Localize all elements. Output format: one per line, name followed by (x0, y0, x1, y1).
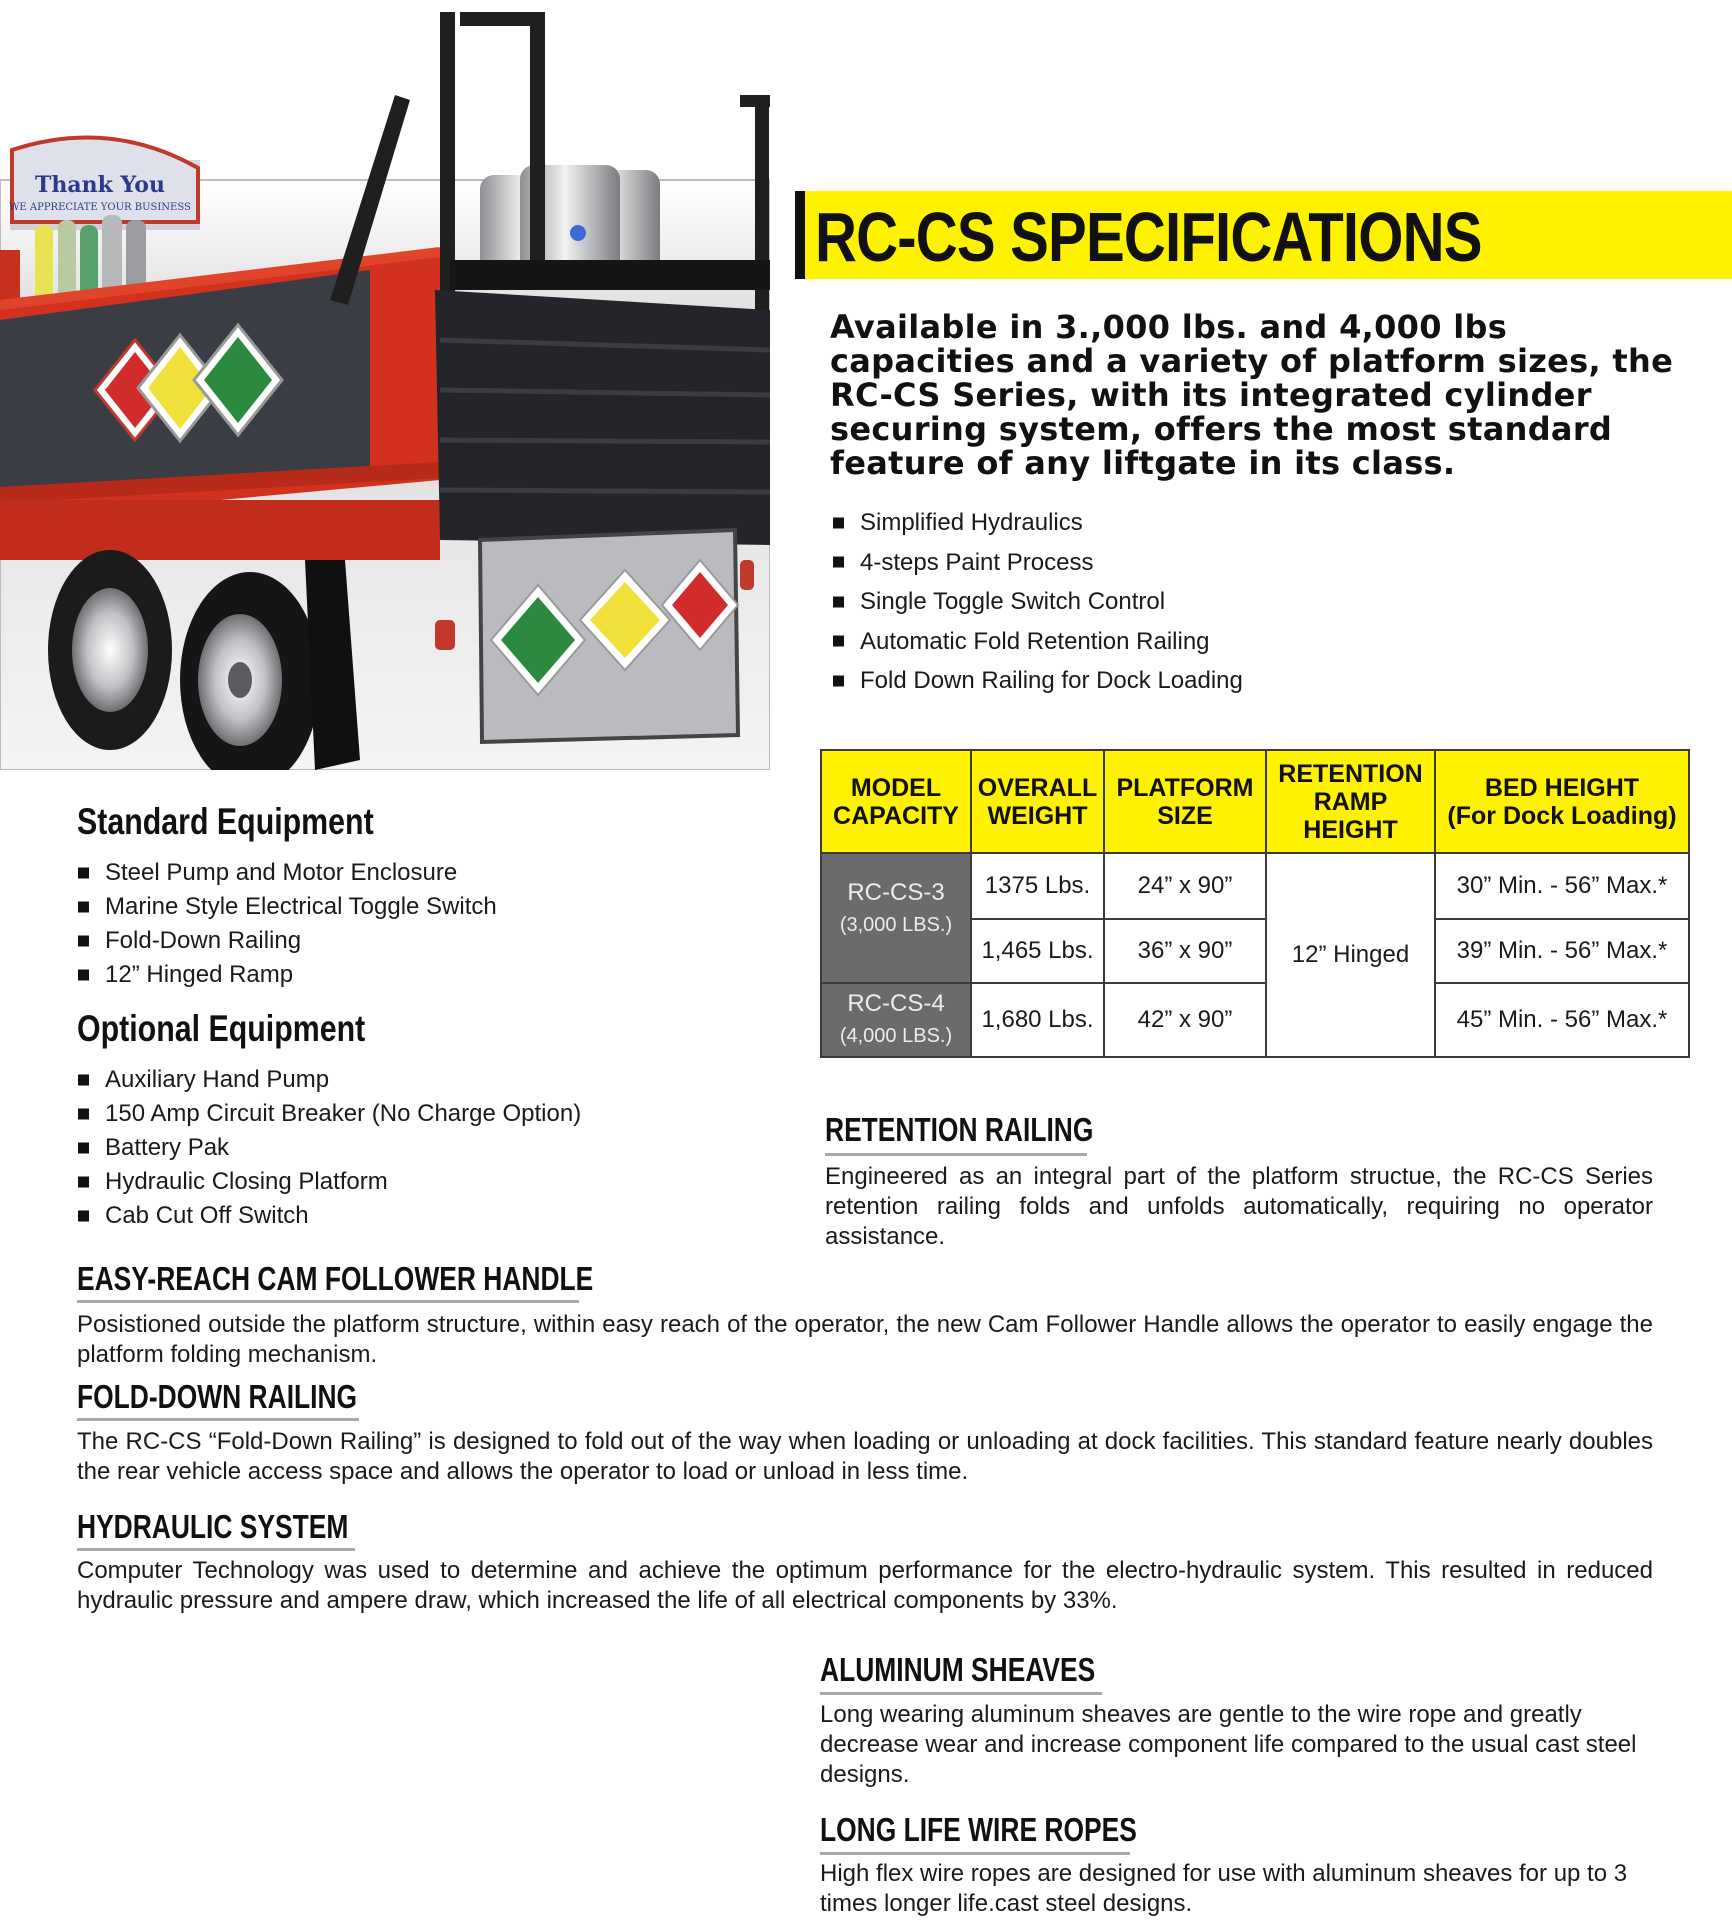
table-row (821, 853, 1689, 919)
sheaves-body: Long wearing aluminum sheaves are gentle to the wire rope and greatly decrease wear and increase component life compared to the usual cast steel designs. (820, 1701, 1637, 1788)
list-item: Automatic Fold Retention Railing (830, 622, 1243, 662)
size-cell: 24” x 90” (1104, 853, 1266, 919)
thank-you-sign (9, 138, 200, 230)
wire-ropes-body: High flex wire ropes are designed for use with aluminum sheaves for up to 3 times longer life.cast steel designs. (820, 1860, 1628, 1917)
spec-table (820, 749, 1690, 1058)
key-features-list (830, 503, 1243, 701)
optional-equipment-list (75, 1063, 581, 1233)
model-cell: RC-CS-4 (4,000 LBS.) (821, 983, 971, 1057)
title-underline (820, 1852, 1130, 1855)
list-item: Simplified Hydraulics (830, 503, 1243, 543)
page-title: RC-CS SPECIFICATIONS (815, 198, 1482, 276)
sign-line1: Thank You (35, 172, 165, 198)
truck-liftgate-photo (0, 0, 770, 770)
hydraulic-title: HYDRAULIC SYSTEM (77, 1508, 349, 1545)
title-underline (77, 1300, 579, 1303)
bed-height-cell: 45” Min. - 56” Max.* (1435, 983, 1689, 1057)
title-underline (77, 1418, 359, 1421)
intro-text: Available in 3.,000 lbs. and 4,000 lbs capacities and a variety of platform sizes, the RC-CS Series, with its integrated cylinder securing system, offers the most standard feature of any liftgate in its class. (830, 308, 1674, 482)
header-platform-size: PLATFORM SIZE (1104, 750, 1266, 853)
header-overall-weight: OVERALL WEIGHT (971, 750, 1104, 853)
list-item: 4-steps Paint Process (830, 543, 1243, 583)
list-item: Marine Style Electrical Toggle Switch (75, 890, 497, 924)
list-item: Battery Pak (75, 1131, 581, 1165)
list-item: Steel Pump and Motor Enclosure (75, 856, 497, 890)
table-row (821, 983, 1689, 1057)
header-retention-ramp-height: RETENTION RAMP HEIGHT (1266, 750, 1435, 853)
title-underline (825, 1153, 1087, 1156)
list-item: Single Toggle Switch Control (830, 582, 1243, 622)
header-bed-height: BED HEIGHT (For Dock Loading) (1435, 750, 1689, 853)
list-item: 150 Amp Circuit Breaker (No Charge Option) (75, 1097, 581, 1131)
weight-cell: 1375 Lbs. (971, 853, 1104, 919)
standard-equipment-list (75, 856, 497, 992)
bed-height-cell: 30” Min. - 56” Max.* (1435, 853, 1689, 919)
table-header-row (821, 750, 1689, 853)
weight-cell: 1,465 Lbs. (971, 919, 1104, 983)
cam-handle-title: EASY-REACH CAM FOLLOWER HANDLE (77, 1260, 594, 1297)
list-item: Fold Down Railing for Dock Loading (830, 661, 1243, 701)
sign-line2: WE APPRECIATE YOUR BUSINESS (9, 202, 191, 213)
fold-down-title: FOLD-DOWN RAILING (77, 1378, 358, 1415)
fold-down-body: The RC-CS “Fold-Down Railing” is designed to fold out of the way when loading or unloading at dock facilities. This standard feature nearly doubles the rear vehicle access space and allows the operator to load or unload in less time. (77, 1428, 1653, 1485)
size-cell: 36” x 90” (1104, 919, 1266, 983)
sheaves-title: ALUMINUM SHEAVES (820, 1651, 1096, 1688)
retention-railing-body: Engineered as an integral part of the platform structue, the RC-CS Series retention railing folds and unfolds automatically, requiring no operator assistance. (825, 1163, 1653, 1250)
header-model-capacity: MODEL CAPACITY (821, 750, 971, 853)
model-cell: RC-CS-3 (3,000 LBS.) (821, 853, 971, 983)
ramp-cell: 12” Hinged (1266, 853, 1435, 1057)
list-item: Auxiliary Hand Pump (75, 1063, 581, 1097)
wire-ropes-title: LONG LIFE WIRE ROPES (820, 1811, 1137, 1848)
title-underline (77, 1548, 355, 1551)
list-item: Cab Cut Off Switch (75, 1199, 581, 1233)
list-item: Hydraulic Closing Platform (75, 1165, 581, 1199)
hydraulic-body: Computer Technology was used to determine and achieve the optimum performance for the electro-hydraulic system. This resulted in reduced hydraulic pressure and ampere draw, which increased the life of all electrical components by 33%. (77, 1557, 1653, 1614)
optional-equipment-title: Optional Equipment (77, 1008, 366, 1049)
title-underline (820, 1692, 1102, 1695)
weight-cell: 1,680 Lbs. (971, 983, 1104, 1057)
rear-placard-panel (480, 530, 738, 742)
retention-railing-title: RETENTION RAILING (825, 1111, 1094, 1148)
standard-equipment-title: Standard Equipment (77, 801, 374, 842)
list-item: Fold-Down Railing (75, 924, 497, 958)
list-item: 12” Hinged Ramp (75, 958, 497, 992)
cam-handle-body: Posistioned outside the platform structure, within easy reach of the operator, the new Cam Follower Handle allows the operator to easily engage the platform folding mechanism. (77, 1311, 1653, 1368)
size-cell: 42” x 90” (1104, 983, 1266, 1057)
bed-height-cell: 39” Min. - 56” Max.* (1435, 919, 1689, 983)
